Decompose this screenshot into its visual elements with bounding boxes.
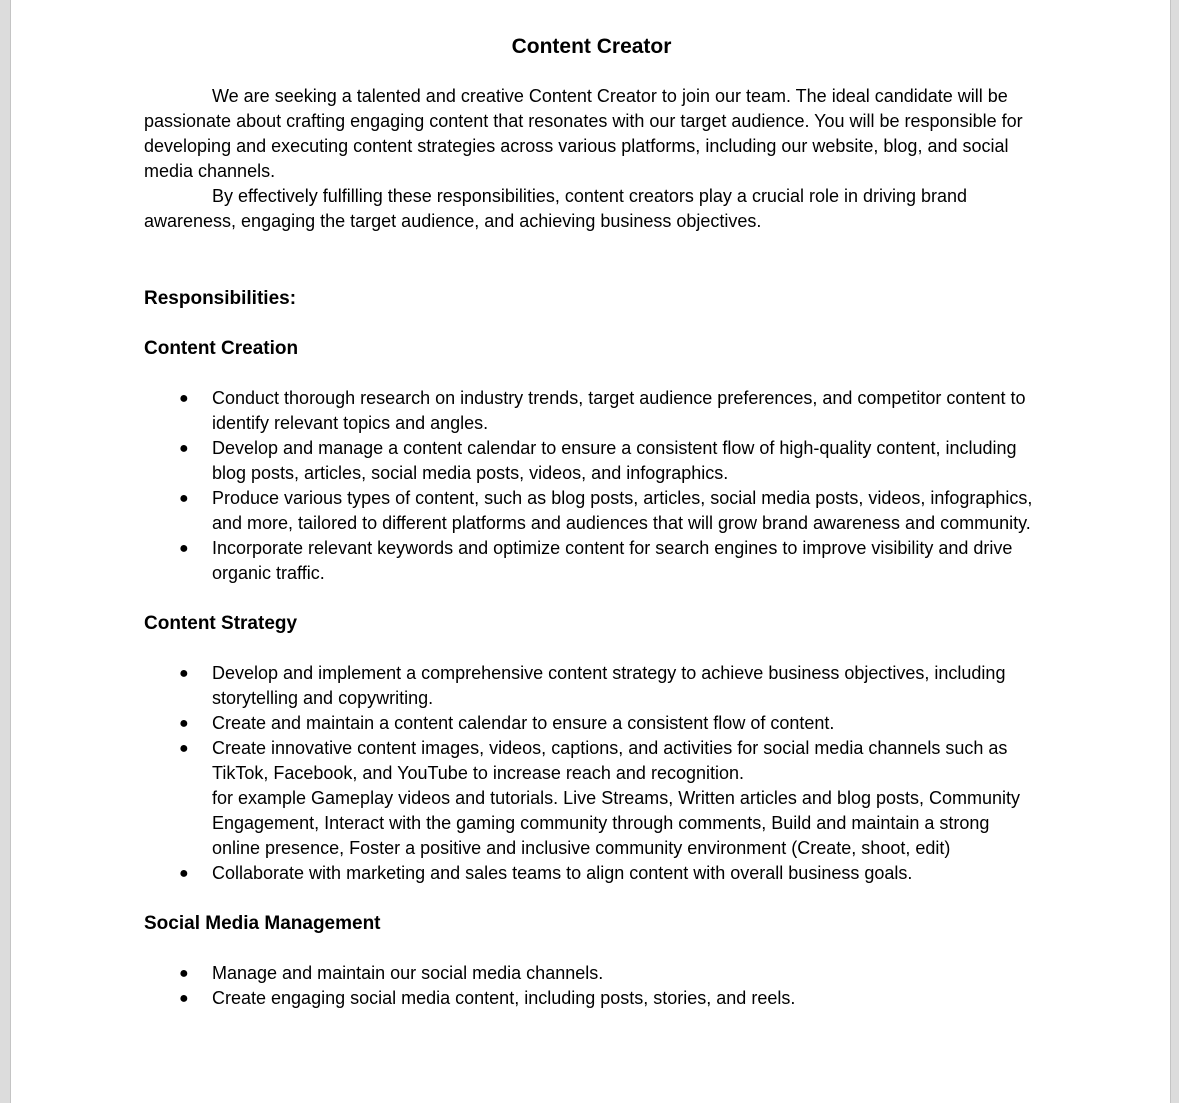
document-page <box>144 33 1039 1011</box>
social-media-management-list <box>144 961 1039 1011</box>
page-frame-left <box>0 0 11 1103</box>
list-item <box>144 386 1039 436</box>
page-frame-right <box>1170 0 1179 1103</box>
list-item <box>144 486 1039 536</box>
section-heading-content-creation: Content Creation <box>144 338 299 359</box>
list-item-text: Incorporate relevant keywords and optimize content for search engines to improve visibility and drive organic traffic. <box>212 538 1013 583</box>
list-item-text: Collaborate with marketing and sales teams to align content with overall business goals. <box>212 863 913 883</box>
intro <box>144 84 1039 234</box>
list-item-text: Conduct thorough research on industry trends, target audience preferences, and competitor content to identify relevant topics and angles. <box>212 388 1026 433</box>
responsibilities-heading: Responsibilities: <box>144 288 297 309</box>
bullet-icon: ● <box>179 740 189 757</box>
list-item-continuation: for example Gameplay videos and tutorials. Live Streams, Written articles and blog posts, Community Engagement, Interact with the gaming community through comments, Build and maintain a strong online presence, Foster a positive and inclusive community environment (Create, shoot, edit) <box>212 788 1021 858</box>
bullet-icon: ● <box>179 390 189 407</box>
list-item <box>144 961 1039 986</box>
list-item-text: Develop and implement a comprehensive content strategy to achieve business objectives, including storytelling and copywriting. <box>212 663 1006 708</box>
list-item-text: Create engaging social media content, including posts, stories, and reels. <box>212 988 796 1008</box>
intro-paragraph: By effectively fulfilling these responsibilities, content creators play a crucial role in driving brand awareness, engaging the target audience, and achieving business objectives. <box>144 186 968 231</box>
intro-paragraph: We are seeking a talented and creative Content Creator to join our team. The ideal candidate will be passionate about crafting engaging content that resonates with our target audience. You will be responsible for developing and executing content strategies across various platforms, including our website, blog, and social media channels. <box>144 86 1023 181</box>
list-item <box>144 436 1039 486</box>
bullet-icon: ● <box>179 665 189 682</box>
list-item-text: Develop and manage a content calendar to ensure a consistent flow of high-quality content, including blog posts, articles, social media posts, videos, and infographics. <box>212 438 1017 483</box>
list-item <box>144 661 1039 711</box>
section-heading-social-media-management: Social Media Management <box>144 913 381 934</box>
list-item-text: Produce various types of content, such as blog posts, articles, social media posts, videos, infographics, and more, tailored to different platforms and audiences that will grow brand awareness and community. <box>212 488 1033 533</box>
list-item-text: Create innovative content images, videos, captions, and activities for social media channels such as TikTok, Facebook, and YouTube to increase reach and recognition. <box>212 738 1008 783</box>
bullet-icon: ● <box>179 715 189 732</box>
list-item <box>144 861 1039 886</box>
list-item <box>144 986 1039 1011</box>
content-creation-list <box>144 386 1039 586</box>
bullet-icon: ● <box>179 865 189 882</box>
section-heading-content-strategy: Content Strategy <box>144 613 298 634</box>
bullet-icon: ● <box>179 490 189 507</box>
content-strategy-list <box>144 661 1039 886</box>
list-item-text: Create and maintain a content calendar to ensure a consistent flow of content. <box>212 713 835 733</box>
document-title: Content Creator <box>511 35 672 58</box>
list-item <box>144 736 1039 861</box>
bullet-icon: ● <box>179 990 189 1007</box>
list-item <box>144 711 1039 736</box>
list-item <box>144 536 1039 586</box>
bullet-icon: ● <box>179 965 189 982</box>
bullet-icon: ● <box>179 540 189 557</box>
bullet-icon: ● <box>179 440 189 457</box>
list-item-text: Manage and maintain our social media channels. <box>212 963 604 983</box>
